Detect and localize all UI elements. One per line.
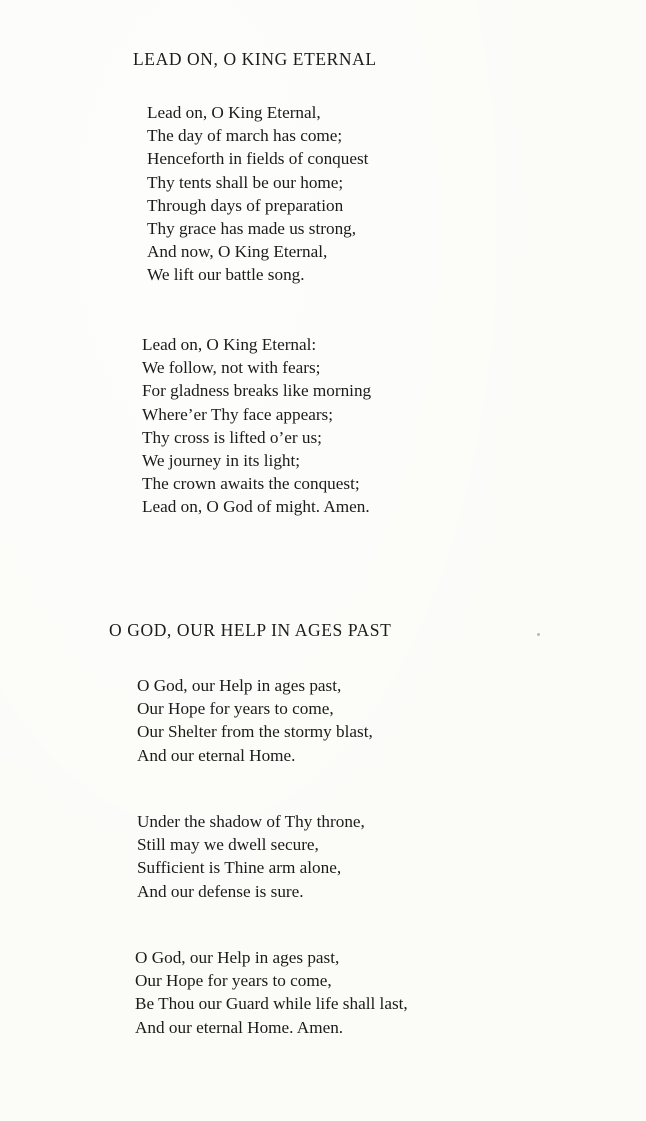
verse-line: Lead on, O King Eternal:	[142, 335, 317, 354]
verse-line: O God, our Help in ages past,	[135, 948, 340, 967]
stanza	[137, 810, 365, 903]
verse-line: Our Hope for years to come,	[137, 699, 334, 719]
verse-line: Henceforth in fields of conquest	[147, 149, 369, 169]
stanza	[142, 333, 371, 519]
verse-line: Under the shadow of Thy throne,	[137, 812, 365, 831]
verse-line: Be Thou our Guard while life shall last,	[135, 994, 408, 1014]
hymn-title: O GOD, OUR HELP IN AGES PAST	[109, 620, 392, 640]
paper-speck	[537, 633, 540, 636]
verse-line: Lead on, O God of might. Amen.	[142, 497, 370, 517]
verse-line: And our eternal Home.	[137, 745, 296, 765]
verse-line: And our defense is sure.	[137, 881, 304, 901]
verse-line: Through days of preparation	[147, 195, 344, 215]
verse-line: Our Shelter from the stormy blast,	[137, 722, 373, 742]
stanza	[135, 946, 408, 1039]
verse-line: Sufficient is Thine arm alone,	[137, 858, 342, 878]
verse-line: Still may we dwell secure,	[137, 835, 319, 855]
verse-line: Thy cross is lifted o’er us;	[142, 427, 322, 447]
verse-line: For gladness breaks like morning	[142, 381, 372, 401]
verse-line: The crown awaits the conquest;	[142, 474, 360, 494]
verse-line: And now, O King Eternal,	[147, 242, 328, 262]
verse-line: Thy tents shall be our home;	[147, 172, 344, 192]
verse-line: Thy grace has made us strong,	[147, 218, 357, 238]
verse-line: O God, our Help in ages past,	[137, 676, 342, 695]
verse-line: And our eternal Home. Amen.	[135, 1017, 344, 1037]
verse-line: We journey in its light;	[142, 450, 301, 470]
verse-line: Our Hope for years to come,	[135, 971, 332, 991]
stanza	[137, 674, 373, 767]
verse-line: We follow, not with fears;	[142, 358, 321, 378]
hymn-title: LEAD ON, O KING ETERNAL	[133, 49, 377, 69]
verse-line: We lift our battle song.	[147, 265, 305, 285]
verse-line: Lead on, O King Eternal,	[147, 103, 321, 122]
stanza	[147, 101, 368, 287]
verse-line: Where’er Thy face appears;	[142, 404, 334, 424]
verse-line: The day of march has come;	[147, 126, 343, 146]
